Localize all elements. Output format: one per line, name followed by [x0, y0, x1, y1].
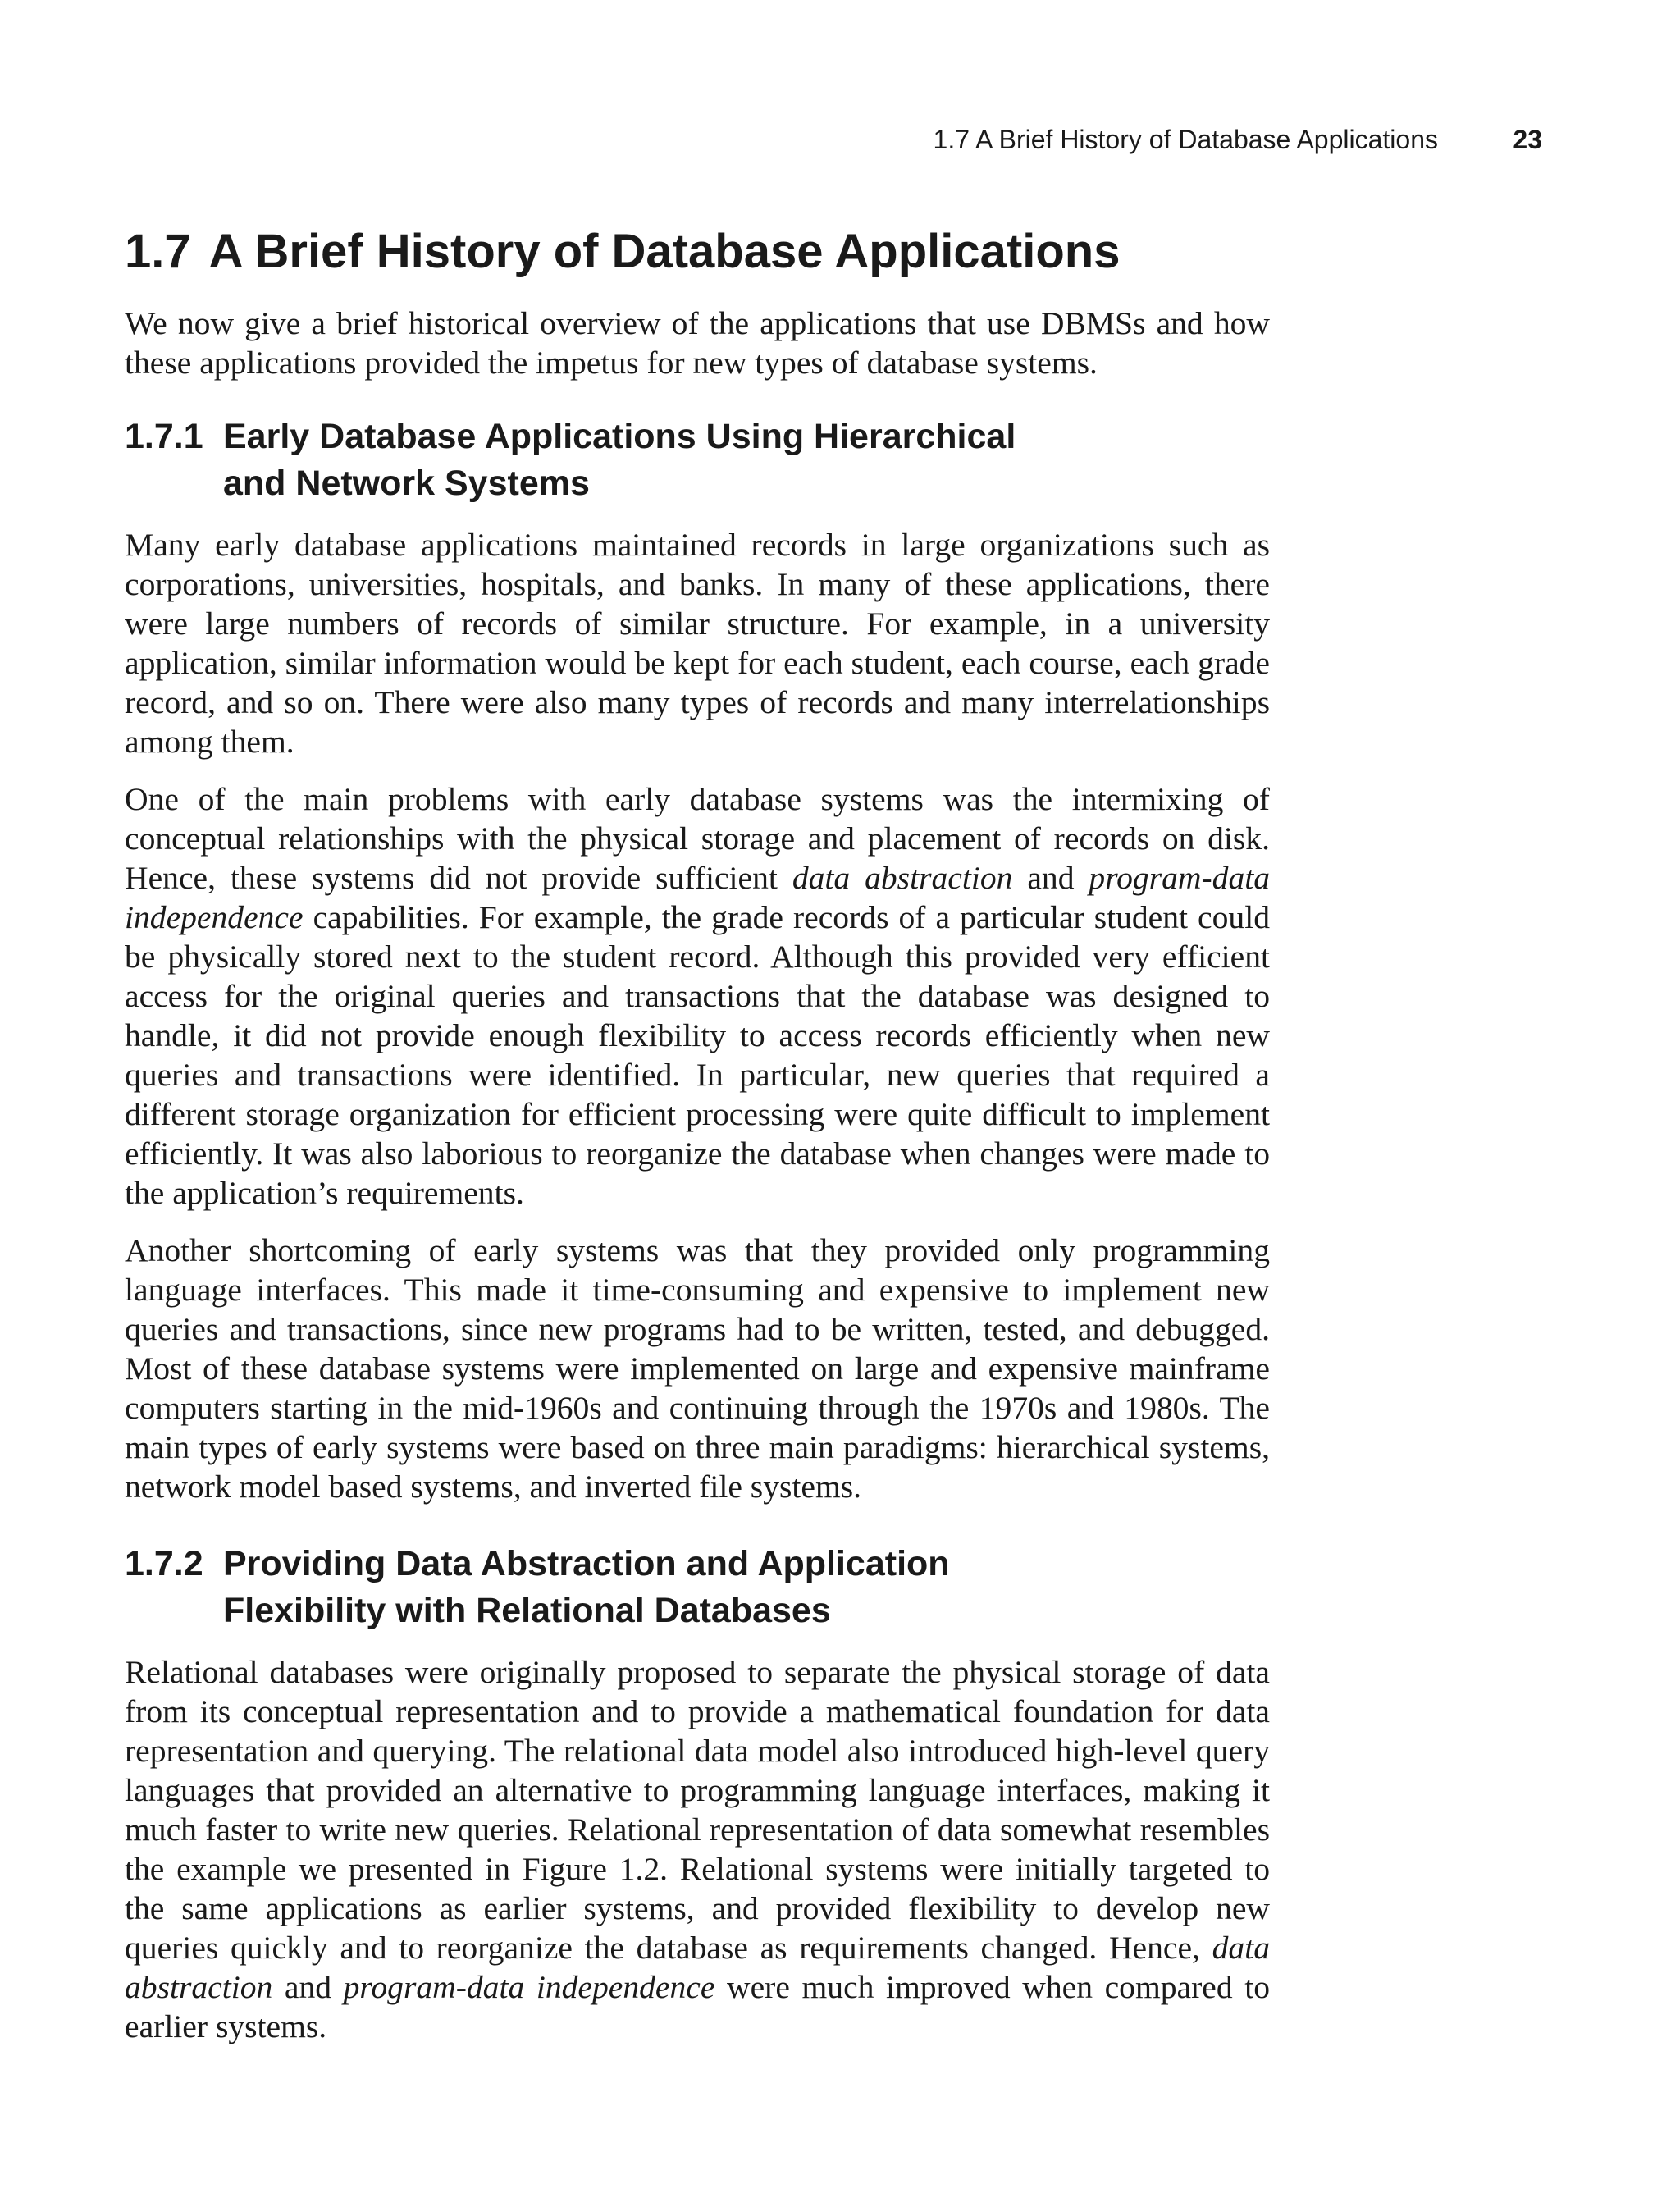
subsection-title: Early Database Applications Using Hierarchical and Network Systems	[223, 417, 1016, 503]
paragraph: Another shortcoming of early systems was that they provided only programming language interfaces. This made it time-consuming and expensive to implement new queries and transactions, since new programs had to be written, tested, and debugged. Most of these database systems were implemented on large and expensive mainframe computers starting in the mid-1960s and continuing through the 1970s and 1980s. The main types of early systems were based on three main paradigms: hierarchical systems, network model based systems, and inverted file systems.	[125, 1232, 1270, 1505]
section-heading	[125, 220, 1270, 284]
subsection-title: Providing Data Abstraction and Application Flexibility with Relational Databases	[223, 1544, 950, 1630]
emphasis-term: data abstraction	[792, 860, 1013, 896]
paragraph-text: and	[1012, 860, 1089, 896]
subsection-heading-1	[125, 413, 1270, 507]
section-title: A Brief History of Database Applications	[208, 225, 1121, 278]
running-head	[820, 120, 1542, 159]
section-intro-paragraph: We now give a brief historical overview of the applications that use DBMSs and how these applications provided the impetus for new types of database systems.	[125, 305, 1270, 381]
subsection-heading-2	[125, 1541, 1270, 1634]
running-head-title: 1.7 A Brief History of Database Applications	[933, 125, 1438, 154]
paragraph-text: One of the main problems with early database systems was the intermixing of conceptual relationships with the physical storage and placement of records on disk. Hence, these systems did not provide sufficient	[125, 781, 1270, 896]
paragraph: Many early database applications maintained records in large organizations such as corporations, universities, hospitals, and banks. In many of these applications, there were large numbers of records of similar structure. For example, in a university application, similar information would be kept for each student, each course, each grade record, and so on. There were also many types of records and many interrelationships among them.	[125, 527, 1270, 760]
subsection-number: 1.7.1	[125, 417, 203, 456]
paragraph-text: and	[272, 1969, 344, 2005]
paragraph-text: capabilities. For example, the grade records of a particular student could be physically stored next to the student record. Although this provided very efficient access for the original queries and transactions that the database was designed to handle, it did not provide enough flexibility to access records efficiently when new queries and transactions were identified. In particular, new queries that required a different storage organization for efficient processing were quite difficult to implement efficiently. It was also laborious to reorganize the database when changes were made to the application’s requirements.	[125, 899, 1270, 1211]
section-number: 1.7	[125, 225, 191, 278]
subsection-number: 1.7.2	[125, 1544, 203, 1583]
paragraph-text: were much improved when compared to earlier systems.	[125, 1969, 1271, 2044]
paragraph-text: Relational databases were originally proposed to separate the physical storage of data from its conceptual representation and to provide a mathematical foundation for data representation and querying. The relational data model also introduced high-level query languages that provided an alternative to programming language interfaces, making it much faster to write new queries. Relational representation of data somewhat resembles the example we presented in Figure 1.2. Relational systems were initially targeted to the same applications as earlier systems, and provided flexibility to develop new queries quickly and to reorganize the database as requirements changed. Hence,	[125, 1654, 1270, 1966]
page-content	[125, 220, 1270, 2064]
paragraph	[125, 1652, 1270, 2046]
paragraph	[125, 779, 1270, 1213]
emphasis-term: program-data independence	[125, 860, 1271, 935]
emphasis-term: program-data independence	[343, 1969, 715, 2005]
emphasis-term: data abstraction	[125, 1930, 1270, 2005]
page-number: 23	[1513, 125, 1542, 154]
